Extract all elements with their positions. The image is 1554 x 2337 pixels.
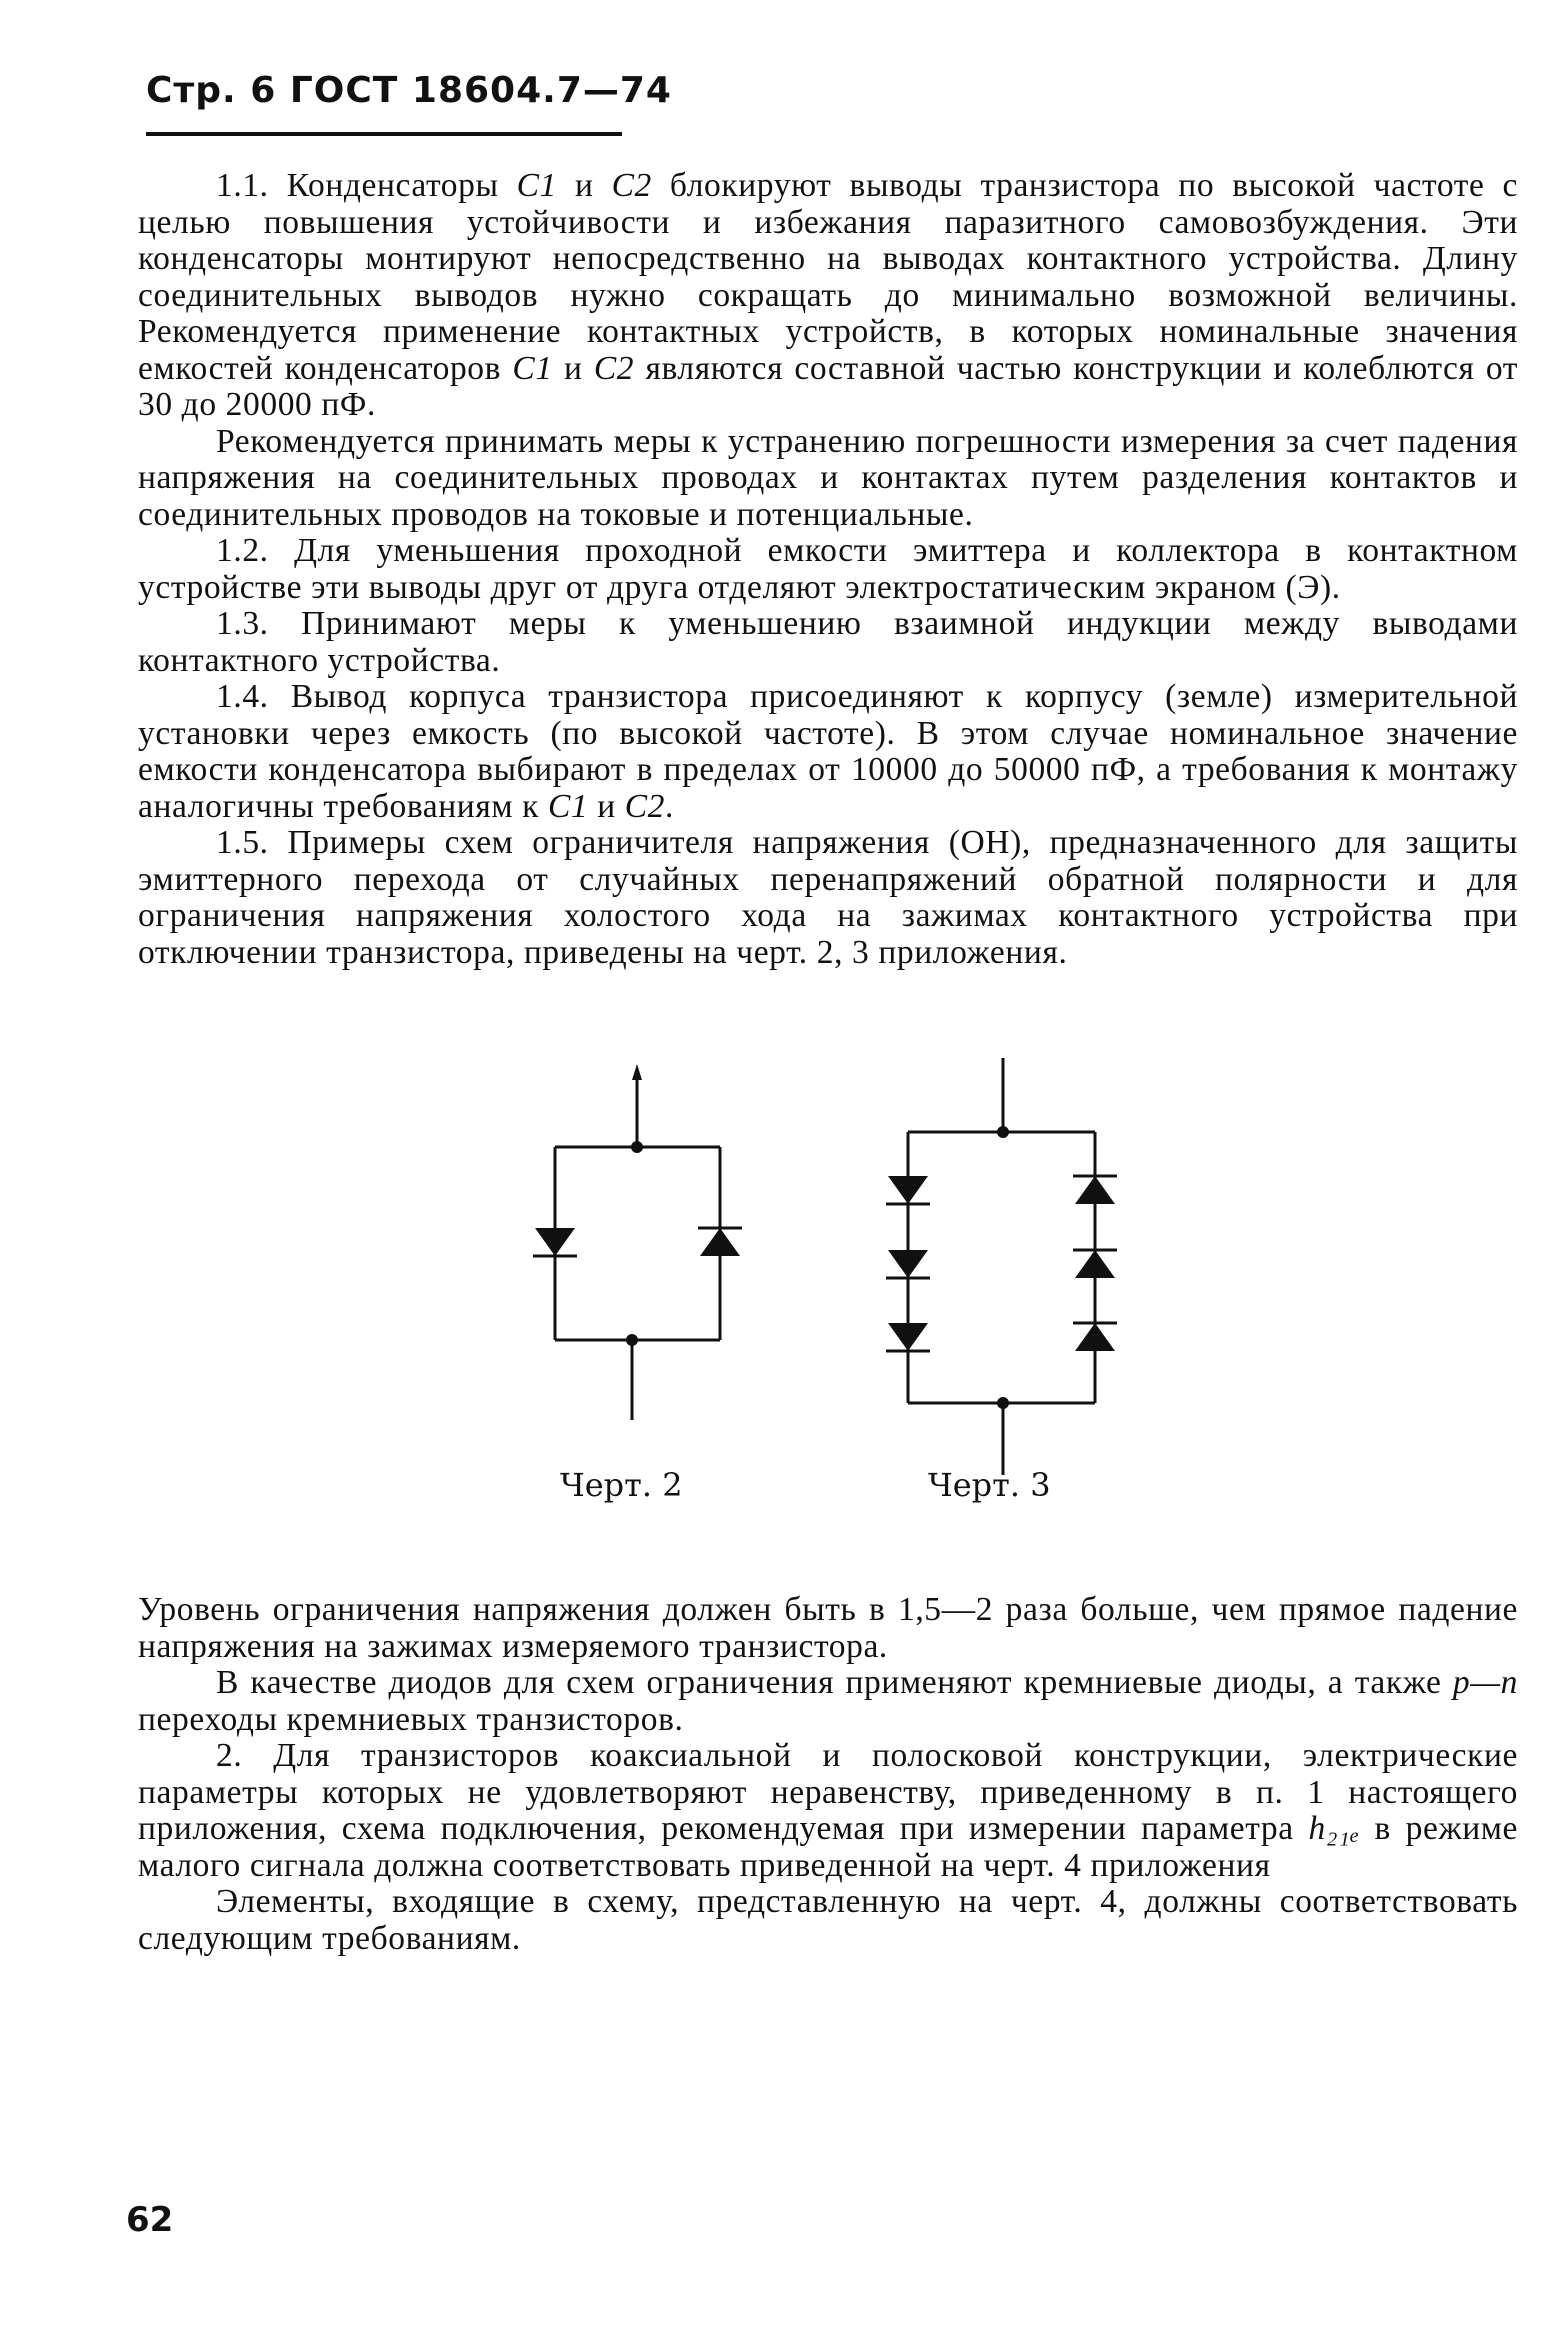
caption-chert-2: Черт. 2 [560,1466,683,1504]
page-header: Стр. 6 ГОСТ 18604.7—74 [146,70,672,111]
figures-area [0,1040,1554,1560]
paragraph-recommendation: Рекомендуется принимать меры к устранению погрешности измерения за счет падения напряжения на соединительных проводах и контактах путем разделения контактов и соединительных проводов на токовые и потенциальные. [138,422,1518,533]
diode-icon [1073,1323,1117,1351]
paragraph-2: 2. Для транзисторов коаксиальной и полосковой конструкции, электрические параметры которых не удовлетворяют неравенству, приведенному в п. 1 настоящего приложения, схема подключения, рекомендуемая при измерении параметра h₂₁ₑ в режиме малого сигнала должна соответствовать приведенной на черт. 4 приложения [138,1737,1518,1884]
diode-icon [886,1323,930,1351]
text-block-top [138,168,1518,971]
diode-icon [533,1228,577,1256]
paragraph-elements: Элементы, входящие в схему, представленную на черт. 4, должны соответствовать следующим требованиям. [138,1883,1518,1957]
paragraph-1-4: 1.4. Вывод корпуса транзистора присоединяют к корпусу (земле) измерительной установки через емкость (по высокой частоте). В этом случае номинальное значение емкости конденсатора выбирают в пределах от 10000 до 50000 пФ, а требования к монтажу аналогичны требованиям к C1 и C2. [138,678,1518,825]
paragraph-diodes: В качестве диодов для схем ограничения применяют кремниевые диоды, а также p—n переходы кремниевых транзисторов. [138,1664,1518,1738]
paragraph-1-5: 1.5. Примеры схем ограничителя напряжения (ОН), предназначенного для защиты эмиттерного перехода от случайных перенапряжений обратной полярности и для ограничения напряжения холостого хода на зажимах контактного устройства при отключении транзистора, приведены на черт. 2, 3 приложения. [138,824,1518,971]
paragraph-1-2: 1.2. Для уменьшения проходной емкости эмиттера и коллектора в контактном устройстве эти выводы друг от друга отделяют электростатическим экраном (Э). [138,532,1518,606]
caption-chert-3: Черт. 3 [928,1466,1051,1504]
diode-icon [886,1250,930,1278]
paragraph-1-3: 1.3. Принимают меры к уменьшению взаимной индукции между выводами контактного устройства. [138,605,1518,679]
diagram-chert-3 [886,1058,1117,1475]
paragraph-1-1: 1.1. Конденсаторы C1 и C2 блокируют выводы транзистора по высокой частоте с целью повышения устойчивости и избежания паразитного самовозбуждения. Эти конденсаторы монтируют непосредственно на выводах контактного устройства. Длину соединительных выводов нужно сокращать до минимально возможной величины. Рекомендуется применение контактных устройств, в которых номинальные значения емкостей конденсаторов C1 и C2 являются составной частью конструкции и колеблются от 30 до 20000 пФ. [138,167,1518,423]
header-rule [146,132,622,136]
text-block-bottom [138,1592,1518,1957]
diode-icon [1073,1250,1117,1278]
paragraph-limit-level: Уровень ограничения напряжения должен быть в 1,5—2 раза больше, чем прямое падение напряжения на зажимах измеряемого транзистора. [138,1591,1518,1665]
diode-icon [698,1228,742,1256]
diode-icon [886,1176,930,1204]
diode-icon [1073,1176,1117,1204]
page-number: 62 [126,2200,174,2240]
diagram-chert-2 [533,1064,742,1420]
